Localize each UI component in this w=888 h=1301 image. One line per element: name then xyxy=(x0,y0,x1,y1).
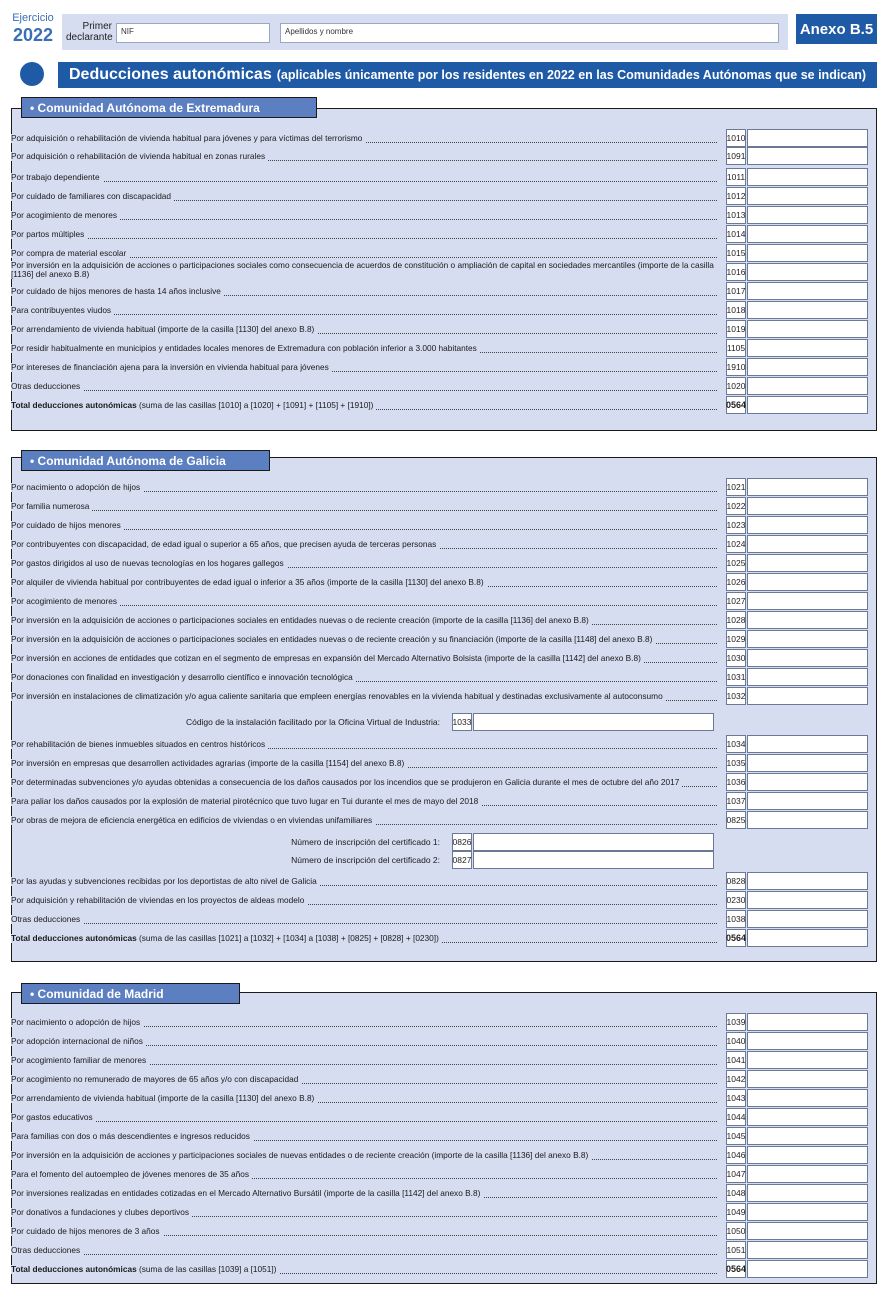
casilla-code: 1019 xyxy=(726,320,746,338)
title-bar xyxy=(58,62,877,88)
deduction-label: Otras deducciones xyxy=(11,382,83,391)
deduction-label: Por acogimiento de menores xyxy=(11,597,120,606)
bullet-dot-icon xyxy=(20,62,44,86)
amount-input[interactable] xyxy=(747,1070,868,1088)
amount-input[interactable] xyxy=(747,1089,868,1107)
deduction-label: Por donativos a fundaciones y clubes deportivos xyxy=(11,1208,192,1217)
page-subtitle: (aplicables únicamente por los residentes en 2022 en las Comunidades Autónomas que se indican) xyxy=(276,68,867,82)
tab-galicia: • Comunidad Autónoma de Galicia xyxy=(21,450,270,471)
casilla-code: 1013 xyxy=(726,206,746,224)
deduction-row xyxy=(11,363,719,374)
casilla-code: 1037 xyxy=(726,792,746,810)
deduction-label: Por nacimiento o adopción de hijos xyxy=(11,483,143,492)
casilla-code: 1050 xyxy=(726,1222,746,1240)
deduction-row xyxy=(11,502,719,513)
amount-input[interactable] xyxy=(747,1146,868,1164)
amount-input[interactable] xyxy=(747,1184,868,1202)
deduction-label: Por partos múltiples xyxy=(11,230,87,239)
deduction-label: Por donaciones con finalidad en investigación y desarrollo científico e innovación tecnológica xyxy=(11,673,356,682)
deduction-row xyxy=(11,1189,719,1200)
total-amount-input[interactable] xyxy=(747,1260,868,1278)
total-row xyxy=(11,1265,719,1276)
deduction-label: Por familia numerosa xyxy=(11,502,92,511)
casilla-code: 1016 xyxy=(726,263,746,281)
deduction-label: Por residir habitualmente en municipios y entidades locales menores de Extremadura con población inferior a 3.000 habitantes xyxy=(11,344,480,353)
deduction-label: Por arrendamiento de vivienda habitual (importe de la casilla [1130] del anexo B.8) xyxy=(11,325,317,334)
casilla-code: 1023 xyxy=(726,516,746,534)
total-casilla-code: 0564 xyxy=(726,396,746,414)
deduction-label: Por cuidado de hijos menores xyxy=(11,521,124,530)
deduction-row xyxy=(11,230,719,241)
deduction-label: Por obras de mejora de eficiencia energética en edificios de viviendas o en viviendas unifamiliares xyxy=(11,816,375,825)
amount-input[interactable] xyxy=(747,1203,868,1221)
amount-input[interactable] xyxy=(747,735,868,753)
deduction-row xyxy=(11,173,719,184)
amount-input[interactable] xyxy=(747,630,868,648)
deduction-label: Por contribuyentes con discapacidad, de edad igual o superior a 65 años, que precisen ayuda de terceras personas xyxy=(11,540,439,549)
casilla-code: 1041 xyxy=(726,1051,746,1069)
certificado-2-input[interactable] xyxy=(473,851,714,869)
deduction-row xyxy=(11,654,719,665)
total-amount-input[interactable] xyxy=(747,929,868,947)
deduction-row xyxy=(11,797,719,808)
deduction-row xyxy=(11,877,719,888)
deduction-row xyxy=(11,635,719,646)
total-label-detail: (suma de las casillas [1010] a [1020] + [1091] + [1105] + [1910]) xyxy=(136,401,374,410)
casilla-code: 1091 xyxy=(726,147,746,165)
casilla-code: 1015 xyxy=(726,244,746,262)
deduction-label: Por inversión en instalaciones de climatización y/o agua caliente sanitaria que empleen energías renovables en la vivienda habitual y destinadas exclusivamente al autoconsumo xyxy=(11,692,666,701)
certificado-1-input[interactable] xyxy=(473,833,714,851)
deduction-label: Por gastos educativos xyxy=(11,1113,96,1122)
casilla-code: 1036 xyxy=(726,773,746,791)
amount-input[interactable] xyxy=(747,1051,868,1069)
casilla-code: 1010 xyxy=(726,129,746,147)
page-title: Deducciones autonómicas xyxy=(69,66,272,83)
deduction-label: Por las ayudas y subvenciones recibidas por los deportistas de alto nivel de Galicia xyxy=(11,877,320,886)
casilla-code: 1028 xyxy=(726,611,746,629)
deduction-label: Por inversión en acciones de entidades que cotizan en el segmento de empresas en expansión del Mercado Alternativo Bolsista (importe de la casilla [1142] del anexo B.8) xyxy=(11,654,644,663)
deduction-label: Por nacimiento o adopción de hijos xyxy=(11,1018,143,1027)
deduction-row xyxy=(11,1132,719,1143)
deduction-label: Por adquisición o rehabilitación de vivienda habitual en zonas rurales xyxy=(11,152,268,161)
amount-input[interactable] xyxy=(747,611,868,629)
deduction-label: Para contribuyentes viudos xyxy=(11,306,114,315)
deduction-row xyxy=(11,325,719,336)
codigo-instalacion-input[interactable] xyxy=(473,713,714,731)
casilla-code: 1048 xyxy=(726,1184,746,1202)
casilla-code: 1030 xyxy=(726,649,746,667)
amount-input[interactable] xyxy=(747,497,868,515)
tab-extremadura: • Comunidad Autónoma de Extremadura xyxy=(21,97,317,118)
deduction-label: Otras deducciones xyxy=(11,915,83,924)
deduction-label: Por adquisición o rehabilitación de vivienda habitual para jóvenes y para víctimas del terrorismo xyxy=(11,134,365,143)
amount-input[interactable] xyxy=(747,225,868,243)
deduction-row xyxy=(11,1113,719,1124)
amount-input[interactable] xyxy=(747,668,868,686)
amount-input[interactable] xyxy=(747,244,868,262)
deduction-row xyxy=(11,740,719,751)
deduction-label: Para familias con dos o más descendientes e ingresos reducidos xyxy=(11,1132,253,1141)
amount-input[interactable] xyxy=(747,168,868,186)
amount-input[interactable] xyxy=(747,301,868,319)
casilla-code: 1047 xyxy=(726,1165,746,1183)
casilla-code: 1045 xyxy=(726,1127,746,1145)
amount-input[interactable] xyxy=(747,754,868,772)
amount-input[interactable] xyxy=(747,1013,868,1031)
deduction-row xyxy=(11,382,719,393)
amount-input[interactable] xyxy=(747,554,868,572)
amount-input[interactable] xyxy=(747,1241,868,1259)
deduction-label: Por acogimiento no remunerado de mayores de 65 años y/o con discapacidad xyxy=(11,1075,301,1084)
total-row xyxy=(11,401,719,412)
amount-input[interactable] xyxy=(747,187,868,205)
amount-input[interactable] xyxy=(747,792,868,810)
deduction-label: Por adopción internacional de niños xyxy=(11,1037,146,1046)
deduction-label: Por determinadas subvenciones y/o ayudas obtenidas a consecuencia de los daños causados por los incendios que se produjeron en Galicia durante el mes de octubre del año 2017 xyxy=(11,778,682,787)
deduction-row xyxy=(11,597,719,608)
deduction-row xyxy=(11,578,719,589)
deduction-label: Por cuidado de hijos menores de hasta 14 años inclusive xyxy=(11,287,224,296)
deduction-row xyxy=(11,915,719,926)
deduction-label: Por trabajo dependiente xyxy=(11,173,103,182)
codigo-instalacion-code: 1033 xyxy=(452,713,472,731)
nif-field[interactable]: NIF xyxy=(116,23,270,43)
casilla-code: 1024 xyxy=(726,535,746,553)
amount-input[interactable] xyxy=(747,535,868,553)
deduction-row xyxy=(11,1151,719,1162)
casilla-code: 1022 xyxy=(726,497,746,515)
deduction-row xyxy=(11,1094,719,1105)
casilla-code: 1029 xyxy=(726,630,746,648)
deduction-label: Para el fomento del autoempleo de jóvenes menores de 35 años xyxy=(11,1170,252,1179)
deduction-row xyxy=(11,1227,719,1238)
deduction-label: Por inversión en la adquisición de acciones o participaciones sociales en entidades nuevas o de reciente creación y su financiación (importe de la casilla [1148] del anexo B.8) xyxy=(11,635,655,644)
ejercicio-label: Ejercicio xyxy=(12,12,54,24)
deduction-row xyxy=(11,896,719,907)
total-label xyxy=(11,401,376,410)
amount-input[interactable] xyxy=(747,377,868,395)
casilla-code: 0230 xyxy=(726,891,746,909)
deduction-label: Por compra de material escolar xyxy=(11,249,129,258)
casilla-code: 1021 xyxy=(726,478,746,496)
deduction-label: Por inversión en la adquisición de acciones o participaciones sociales como consecuencia de acuerdos de constitución o ampliación de capital en sociedades mercantiles (importe de la casilla [1136] del anexo B.8) xyxy=(11,261,714,280)
casilla-code: 0825 xyxy=(726,811,746,829)
casilla-code: 1012 xyxy=(726,187,746,205)
casilla-code: 1032 xyxy=(726,687,746,705)
amount-input[interactable] xyxy=(747,320,868,338)
deduction-row xyxy=(11,287,719,298)
deduction-label: Para paliar los daños causados por la explosión de material pirotécnico que tuvo lugar en Tui durante el mes de mayo del 2018 xyxy=(11,797,481,806)
amount-input[interactable] xyxy=(747,872,868,890)
certificado-1-code: 0826 xyxy=(452,833,472,851)
deduction-row xyxy=(11,692,719,703)
casilla-code: 1046 xyxy=(726,1146,746,1164)
deduction-row xyxy=(11,778,719,789)
casilla-code: 1049 xyxy=(726,1203,746,1221)
deduction-label: Por inversiones realizadas en entidades cotizadas en el Mercado Alternativo Bursátil (importe de la casilla [1142] del anexo B.8) xyxy=(11,1189,483,1198)
amount-input[interactable] xyxy=(747,1127,868,1145)
deduction-row xyxy=(11,1208,719,1219)
deduction-row xyxy=(11,1170,719,1181)
casilla-code: 1034 xyxy=(726,735,746,753)
primer-declarante-label: Primer declarante xyxy=(66,21,113,43)
deduction-label: Por inversión en la adquisición de acciones o participaciones sociales en entidades nuevas o de reciente creación (importe de la casilla [1136] del anexo B.8) xyxy=(11,616,592,625)
amount-input[interactable] xyxy=(747,687,868,705)
total-casilla-code: 0564 xyxy=(726,1260,746,1278)
casilla-code: 1017 xyxy=(726,282,746,300)
deduction-row xyxy=(11,261,719,280)
total-label xyxy=(11,934,442,943)
casilla-code: 1035 xyxy=(726,754,746,772)
amount-input[interactable] xyxy=(747,1032,868,1050)
casilla-code: 1043 xyxy=(726,1089,746,1107)
deduction-label: Por cuidado de familiares con discapacidad xyxy=(11,192,174,201)
certificado-2-label: Número de inscripción del certificado 2: xyxy=(291,855,440,865)
deduction-row xyxy=(11,540,719,551)
casilla-code: 1014 xyxy=(726,225,746,243)
certificado-1-label: Número de inscripción del certificado 1: xyxy=(291,837,440,847)
deduction-label: Por arrendamiento de vivienda habitual (importe de la casilla [1130] del anexo B.8) xyxy=(11,1094,317,1103)
total-label xyxy=(11,1265,279,1274)
total-label-bold: Total deducciones autonómicas xyxy=(11,934,137,943)
deduction-label: Por alquiler de vivienda habitual por contribuyentes de edad igual o inferior a 35 años (importe de la casilla [1130] del anexo B.8) xyxy=(11,578,487,587)
deduction-label: Por acogimiento familiar de menores xyxy=(11,1056,149,1065)
amount-input[interactable] xyxy=(747,573,868,591)
amount-input[interactable] xyxy=(747,263,868,281)
deduction-row xyxy=(11,1246,719,1257)
deduction-row xyxy=(11,673,719,684)
deduction-row xyxy=(11,306,719,317)
deduction-label: Otras deducciones xyxy=(11,1246,83,1255)
amount-input[interactable] xyxy=(747,1222,868,1240)
amount-input[interactable] xyxy=(747,282,868,300)
casilla-code: 1026 xyxy=(726,573,746,591)
amount-input[interactable] xyxy=(747,206,868,224)
total-casilla-code: 0564 xyxy=(726,929,746,947)
casilla-code: 1105 xyxy=(726,339,746,357)
deduction-row xyxy=(11,192,719,203)
amount-input[interactable] xyxy=(747,478,868,496)
total-label-detail: (suma de las casillas [1039] a [1051]) xyxy=(136,1265,277,1274)
amount-input[interactable] xyxy=(747,358,868,376)
casilla-code: 1027 xyxy=(726,592,746,610)
deduction-label: Por cuidado de hijos menores de 3 años xyxy=(11,1227,163,1236)
amount-input[interactable] xyxy=(747,1165,868,1183)
total-amount-input[interactable] xyxy=(747,396,868,414)
deduction-row xyxy=(11,1018,719,1029)
casilla-code: 1020 xyxy=(726,377,746,395)
deduction-label: Por acogimiento de menores xyxy=(11,211,120,220)
casilla-code: 1038 xyxy=(726,910,746,928)
total-label-bold: Total deducciones autonómicas xyxy=(11,401,137,410)
deduction-label: Por gastos dirigidos al uso de nuevas tecnologías en los hogares gallegos xyxy=(11,559,287,568)
apellidos-nombre-field[interactable]: Apellidos y nombre xyxy=(280,23,779,43)
tab-madrid: • Comunidad de Madrid xyxy=(21,983,240,1004)
ejercicio-block xyxy=(8,12,58,46)
amount-input[interactable] xyxy=(747,129,868,147)
amount-input[interactable] xyxy=(747,811,868,829)
total-label-detail: (suma de las casillas [1021] a [1032] + [1034] a [1038] + [0825] + [0828] + [0230]) xyxy=(136,934,439,943)
amount-input[interactable] xyxy=(747,910,868,928)
total-row xyxy=(11,934,719,945)
deduction-row xyxy=(11,134,719,145)
deduction-row xyxy=(11,1037,719,1048)
deduction-row xyxy=(11,521,719,532)
deduction-label: Por adquisición y rehabilitación de viviendas en los proyectos de aldeas modelo xyxy=(11,896,307,905)
deduction-row xyxy=(11,483,719,494)
deduction-row xyxy=(11,1075,719,1086)
deduction-label: Por rehabilitación de bienes inmuebles situados en centros históricos xyxy=(11,740,268,749)
casilla-code: 1031 xyxy=(726,668,746,686)
amount-input[interactable] xyxy=(747,592,868,610)
deduction-label: Por inversión en empresas que desarrollen actividades agrarias (importe de la casilla [1154] del anexo B.8) xyxy=(11,759,407,768)
ejercicio-year: 2022 xyxy=(12,25,54,45)
anexo-badge: Anexo B.5 xyxy=(796,14,877,44)
amount-input[interactable] xyxy=(747,516,868,534)
deduction-row xyxy=(11,1056,719,1067)
total-label-bold: Total deducciones autonómicas xyxy=(11,1265,137,1274)
deduction-row xyxy=(11,152,719,163)
casilla-code: 1910 xyxy=(726,358,746,376)
deduction-row xyxy=(11,344,719,355)
deduction-label: Por intereses de financiación ajena para la inversión en vivienda habitual para jóvenes xyxy=(11,363,332,372)
deduction-row xyxy=(11,559,719,570)
casilla-code: 1018 xyxy=(726,301,746,319)
casilla-code: 1011 xyxy=(726,168,746,186)
amount-input[interactable] xyxy=(747,649,868,667)
casilla-code: 1040 xyxy=(726,1032,746,1050)
casilla-code: 1025 xyxy=(726,554,746,572)
deduction-row xyxy=(11,616,719,627)
casilla-code: 1051 xyxy=(726,1241,746,1259)
casilla-code: 1044 xyxy=(726,1108,746,1126)
casilla-code: 1039 xyxy=(726,1013,746,1031)
certificado-2-code: 0827 xyxy=(452,851,472,869)
casilla-code: 0828 xyxy=(726,872,746,890)
amount-input[interactable] xyxy=(747,147,868,165)
casilla-code: 1042 xyxy=(726,1070,746,1088)
codigo-instalacion-label: Código de la instalación facilitado por la Oficina Virtual de Industria: xyxy=(185,717,440,727)
deduction-row xyxy=(11,759,719,770)
deduction-row xyxy=(11,816,719,827)
amount-input[interactable] xyxy=(747,339,868,357)
deduction-label: Por inversión en la adquisición de acciones y participaciones sociales de nuevas entidades o de reciente creación (importe de la casilla [1136] del anexo B.8) xyxy=(11,1151,591,1160)
amount-input[interactable] xyxy=(747,773,868,791)
amount-input[interactable] xyxy=(747,1108,868,1126)
deduction-row xyxy=(11,249,719,260)
deduction-row xyxy=(11,211,719,222)
amount-input[interactable] xyxy=(747,891,868,909)
